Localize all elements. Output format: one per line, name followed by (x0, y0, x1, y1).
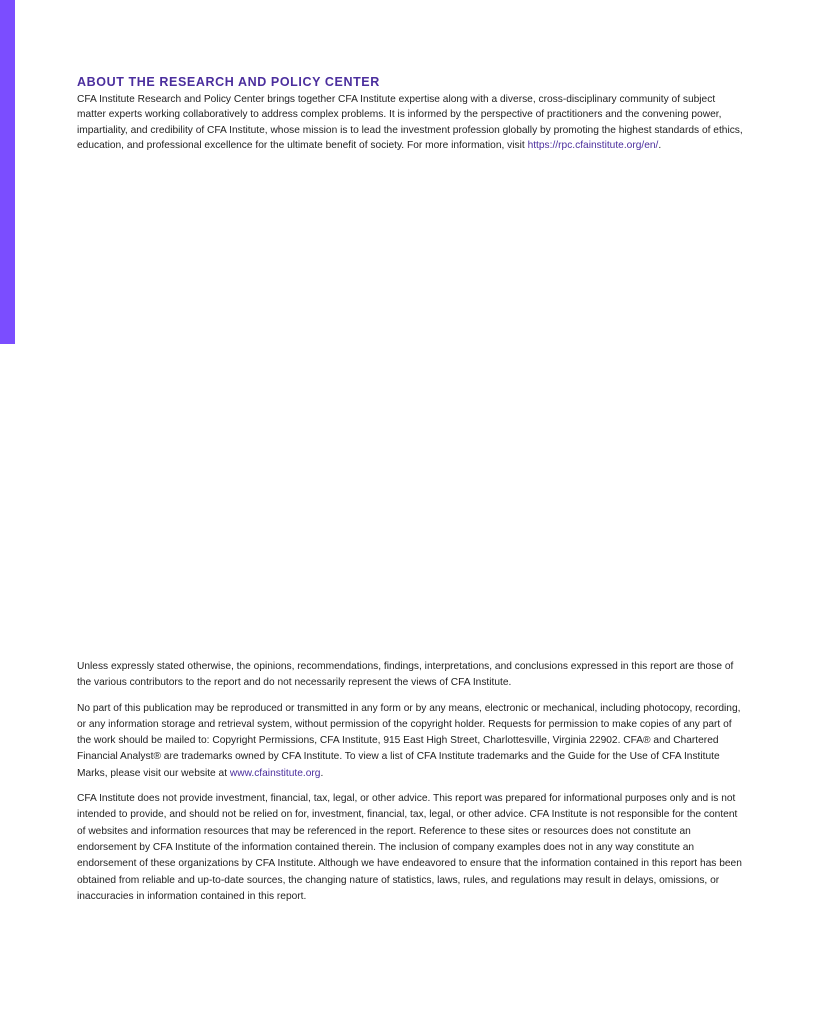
about-paragraph (77, 92, 745, 154)
advice-disclaimer: CFA Institute does not provide investment, financial, tax, legal, or other advice. This report was prepared for informational purposes only and is not intended to provide, and should not be relied on for, investment, financial, tax, legal, or other advice. CFA Institute is not responsible for the content of websites and information resources that may be referenced in the report. Reference to these sites or resources does not constitute an endorsement by CFA Institute of the information contained therein. The inclusion of company examples does not in any way constitute an endorsement of these organizations by CFA Institute. Although we have endeavored to ensure that the information contained in this report has been obtained from reliable and up-to-date sources, the changing nature of statistics, laws, rules, and regulations may result in delays, omissions, or inaccuracies in information contained in this report. (77, 793, 742, 902)
page-accent-bar (0, 0, 15, 344)
legal-notices (77, 659, 742, 914)
about-section (77, 74, 745, 154)
copyright-trailing-period: . (320, 767, 324, 779)
copyright-notice (77, 701, 742, 782)
about-body-text: CFA Institute Research and Policy Center brings together CFA Institute expertise along with a diverse, cross-disciplinary community of subject matter experts working collaboratively to address complex problems. It is informed by the perspective of practitioners and the convening power, impartiality, and credibility of CFA Institute, whose mission is to lead the investment profession globally by promoting the highest standards of ethics, education, and professional excellence for the ultimate benefit of society. For more information, visit (77, 94, 743, 152)
about-heading: ABOUT THE RESEARCH AND POLICY CENTER (77, 75, 380, 89)
opinions-disclaimer: Unless expressly stated otherwise, the opinions, recommendations, findings, interpretations, and conclusions expressed in this report are those of the various contributors to the report and do not necessarily represent the views of CFA Institute. (77, 661, 734, 689)
rpc-website-link[interactable]: https://rpc.cfainstitute.org/en/ (527, 140, 659, 152)
about-trailing-period: . (658, 140, 662, 152)
copyright-text: No part of this publication may be reproduced or transmitted in any form or by any means, electronic or mechanical, including photocopy, recording, or any information storage and retrieval system, without permission of the copyright holder. Requests for permission to make copies of any part of the work should be mailed to: Copyright Permissions, CFA Institute, 915 East High Street, Charlottesville, Virginia 22902. CFA® and Chartered Financial Analyst® are trademarks owned by CFA Institute. To view a list of CFA Institute trademarks and the Guide for the Use of CFA Institute Marks, please visit our website at (77, 702, 741, 779)
cfa-website-link[interactable]: www.cfainstitute.org (229, 767, 321, 779)
